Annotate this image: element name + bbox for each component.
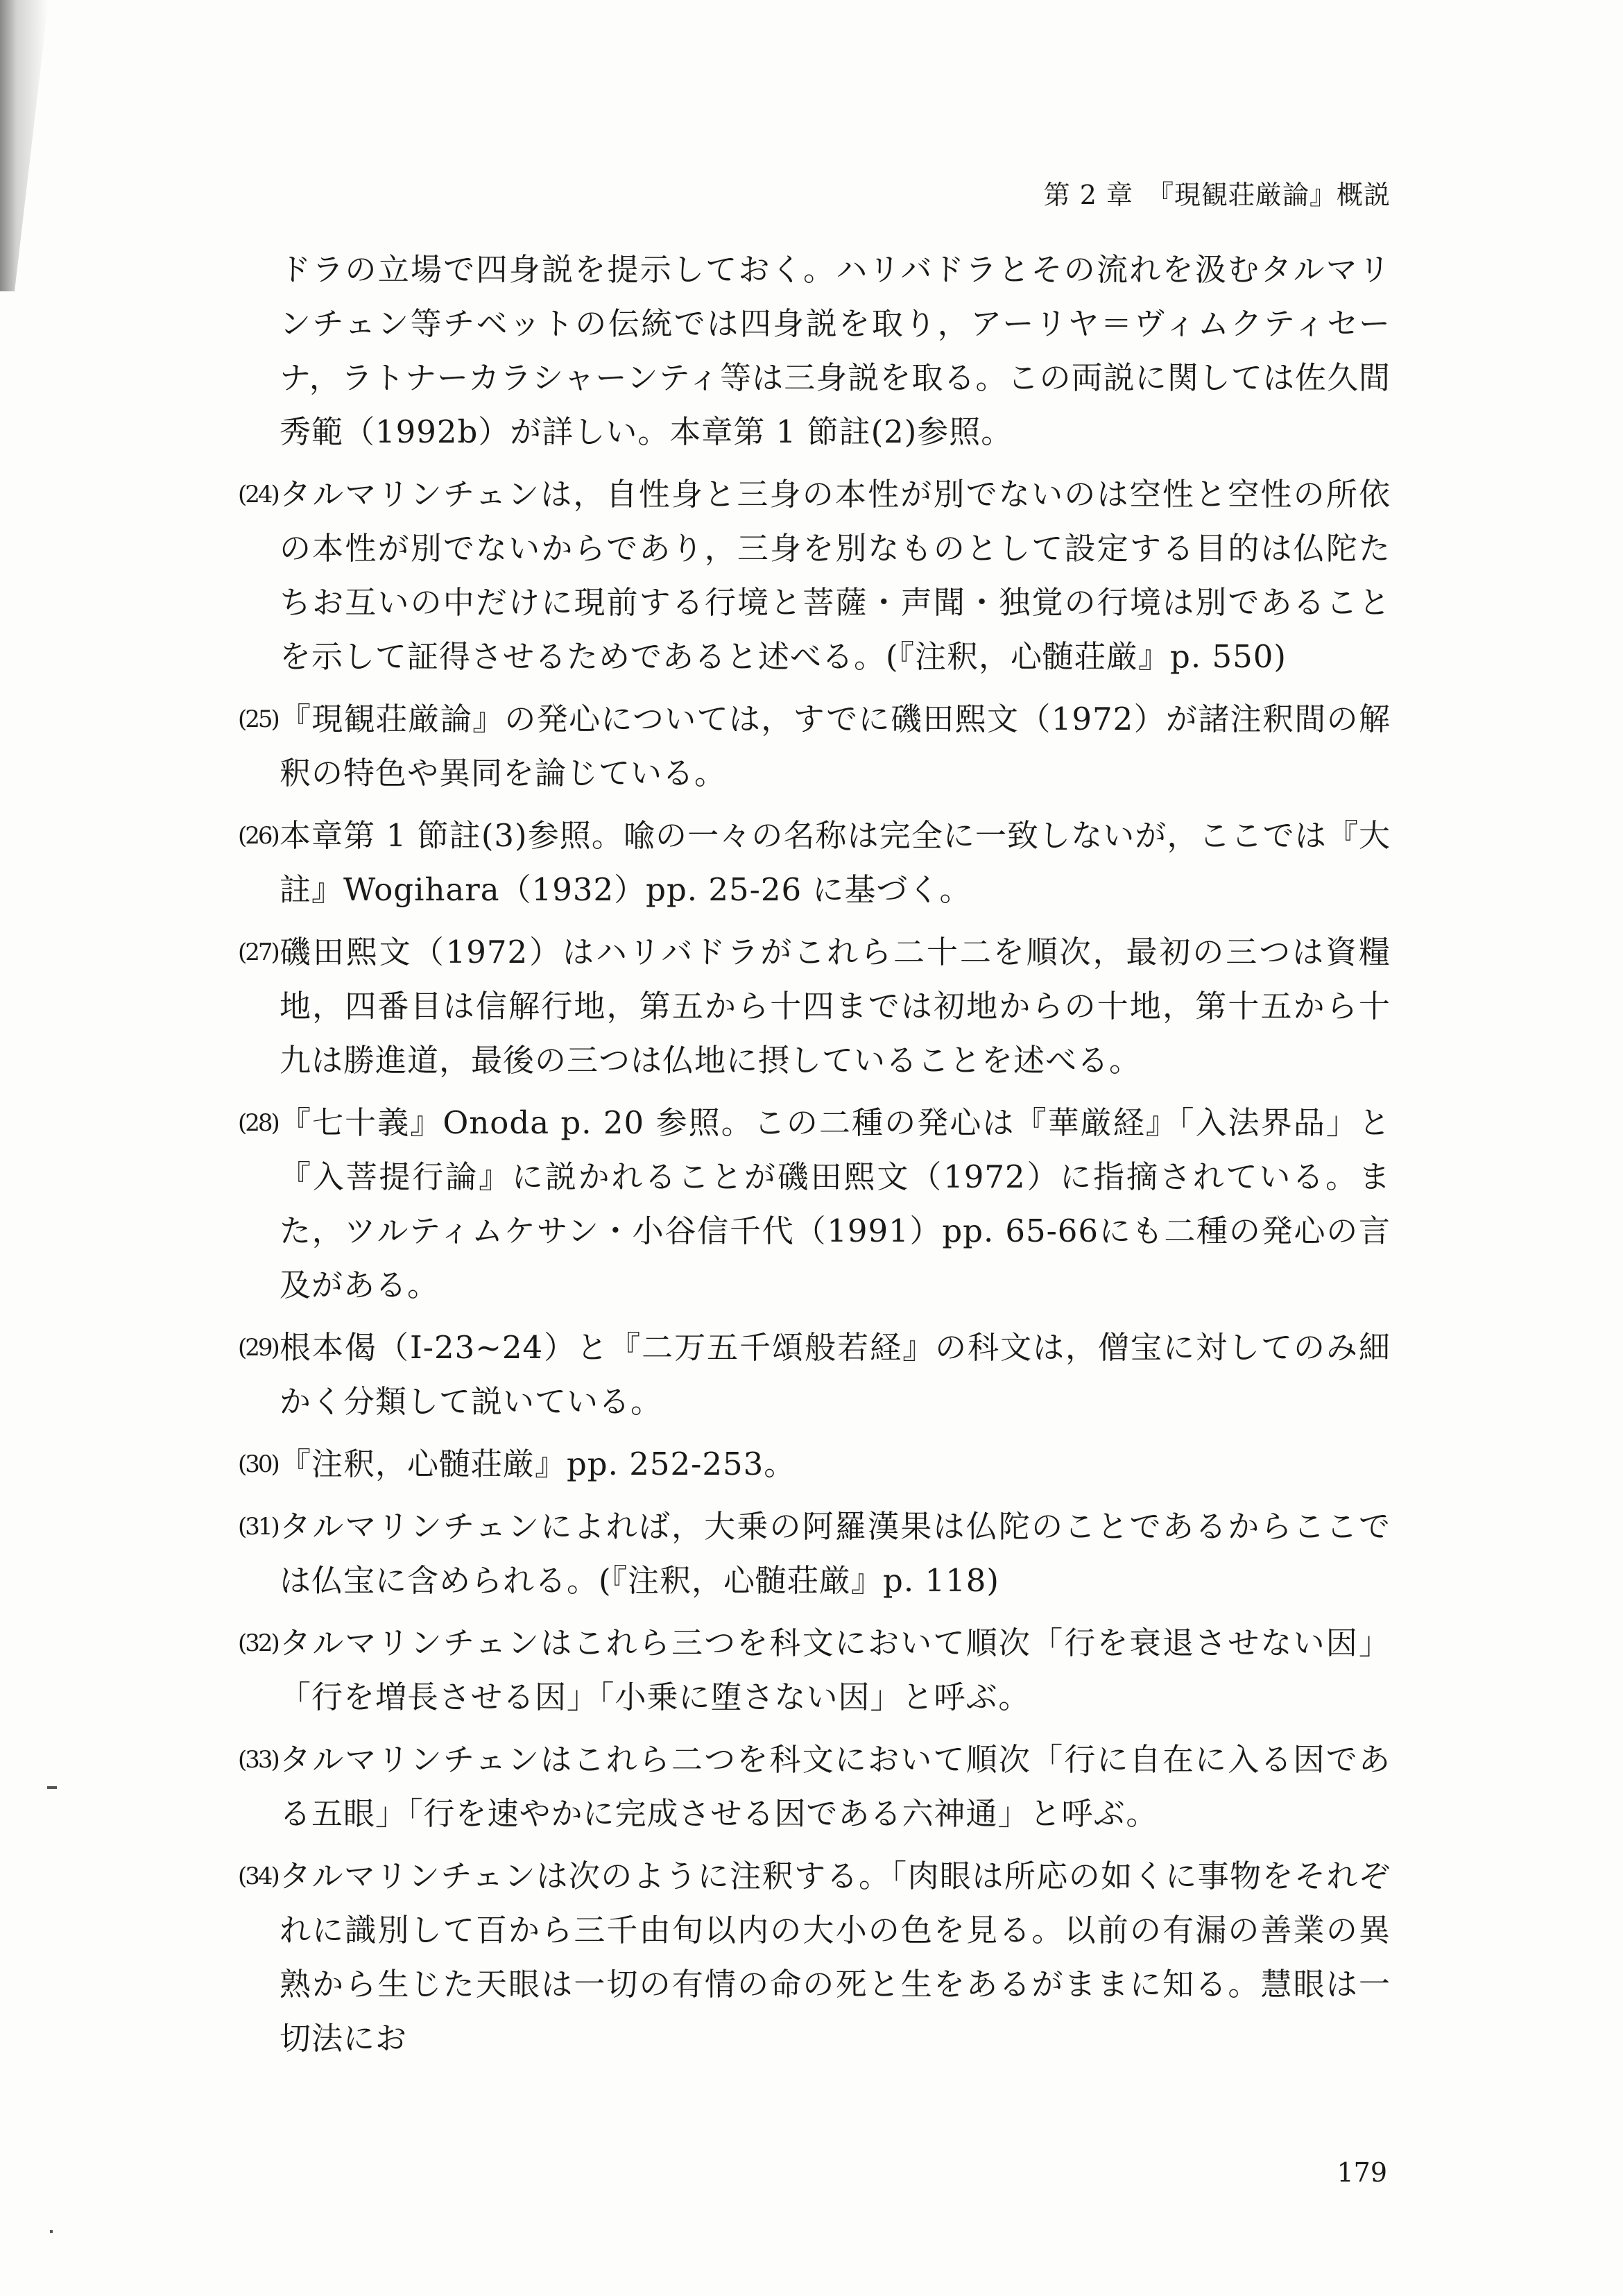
page-body — [239, 243, 1391, 2074]
note-33 — [239, 1733, 1391, 1841]
note-number: (32) — [238, 1629, 278, 1657]
note-31 — [239, 1500, 1391, 1608]
note-text: 本章第 1 節註(3)参照。喩の一々の名称は完全に一致しないが，ここでは『大註』Wogihara（1932）pp. 25-26 に基づく。 — [280, 817, 1391, 908]
scan-speck — [47, 1786, 57, 1789]
note-text: 『現観荘厳論』の発心については，すでに磯田熙文（1972）が諸注釈間の解釈の特色や異同を論じている。 — [280, 701, 1391, 791]
note-text: 磯田熙文（1972）はハリバドラがこれら二十二を順次，最初の三つは資糧地，四番目は信解行地，第五から十四までは初地からの十地，第十五から十九は勝進道，最後の三つは仏地に摂していることを述べる。 — [280, 934, 1391, 1079]
note-25 — [239, 692, 1391, 800]
note-number: (24) — [238, 481, 278, 508]
note-number: (29) — [238, 1334, 278, 1362]
note-24 — [239, 468, 1391, 684]
note-number: (34) — [238, 1862, 278, 1890]
note-32 — [239, 1616, 1391, 1724]
running-head: 第 2 章 『現観荘厳論』概説 — [1043, 180, 1391, 210]
note-text: タルマリンチェンは次のように注釈する。「肉眼は所応の如くに事物をそれぞれに識別して百から三千由旬以内の大小の色を見る。以前の有漏の善業の異熟から生じた天眼は一切の有情の命の死と生をあるがままに知る。慧眼は一切法にお — [280, 1858, 1391, 2057]
note-number: (30) — [238, 1450, 278, 1478]
continued-note-text: ドラの立場で四身説を提示しておく。ハリバドラとその流れを汲むタルマリンチェン等チベットの伝統では四身説を取り，アーリヤ＝ヴィムクティセーナ，ラトナーカラシャーンティ等は三身説を取る。この両説に関しては佐久間秀範（1992b）が詳しい。本章第 1 節註(2)参照。 — [280, 251, 1391, 450]
note-number: (31) — [238, 1513, 278, 1541]
note-34 — [239, 1849, 1391, 2066]
note-number: (25) — [238, 705, 278, 733]
scan-speck — [50, 2230, 53, 2233]
note-text: タルマリンチェンはこれら三つを科文において順次「行を衰退させない因」「行を増長させる因」「小乗に堕さない因」と呼ぶ。 — [280, 1625, 1391, 1715]
note-text: タルマリンチェンによれば，大乗の阿羅漢果は仏陀のことであるからここでは仏宝に含められる。(『注釈，心髄荘厳』p. 118) — [280, 1508, 1391, 1599]
note-text: 根本偈（I-23~24）と『二万五千頌般若経』の科文は，僧宝に対してのみ細かく分類して説いている。 — [280, 1329, 1391, 1420]
note-text: タルマリンチェンはこれら二つを科文において順次「行に自在に入る因である五眼」「行を速やかに完成させる因である六神通」と呼ぶ。 — [280, 1741, 1391, 1832]
scan-shadow-edge — [0, 0, 49, 291]
note-number: (27) — [238, 939, 278, 966]
note-27 — [239, 925, 1391, 1088]
note-28 — [239, 1096, 1391, 1312]
note-text: 『七十義』Onoda p. 20 参照。この二種の発心は『華厳経』「入法界品」と『入菩提行論』に説かれることが磯田熙文（1972）に指摘されている。また，ツルティムケサン・小谷信千代（1991）pp. 65-66にも二種の発心の言及がある。 — [280, 1104, 1391, 1303]
note-number: (26) — [238, 822, 278, 850]
page-number: 179 — [1337, 2157, 1387, 2188]
note-text: タルマリンチェンは，自性身と三身の本性が別でないのは空性と空性の所依の本性が別でないからであり，三身を別なものとして設定する目的は仏陀たちお互いの中だけに現前する行境と菩薩・声聞・独覚の行境は別であることを示して証得させるためであると述べる。(『注釈，心髄荘厳』p. 550) — [280, 476, 1391, 675]
note-number: (33) — [238, 1746, 278, 1774]
note-26 — [239, 809, 1391, 917]
note-30 — [239, 1437, 1391, 1491]
note-number: (28) — [238, 1109, 278, 1137]
note-text: 『注釈，心髄荘厳』pp. 252-253。 — [280, 1446, 796, 1482]
note-29 — [239, 1321, 1391, 1429]
